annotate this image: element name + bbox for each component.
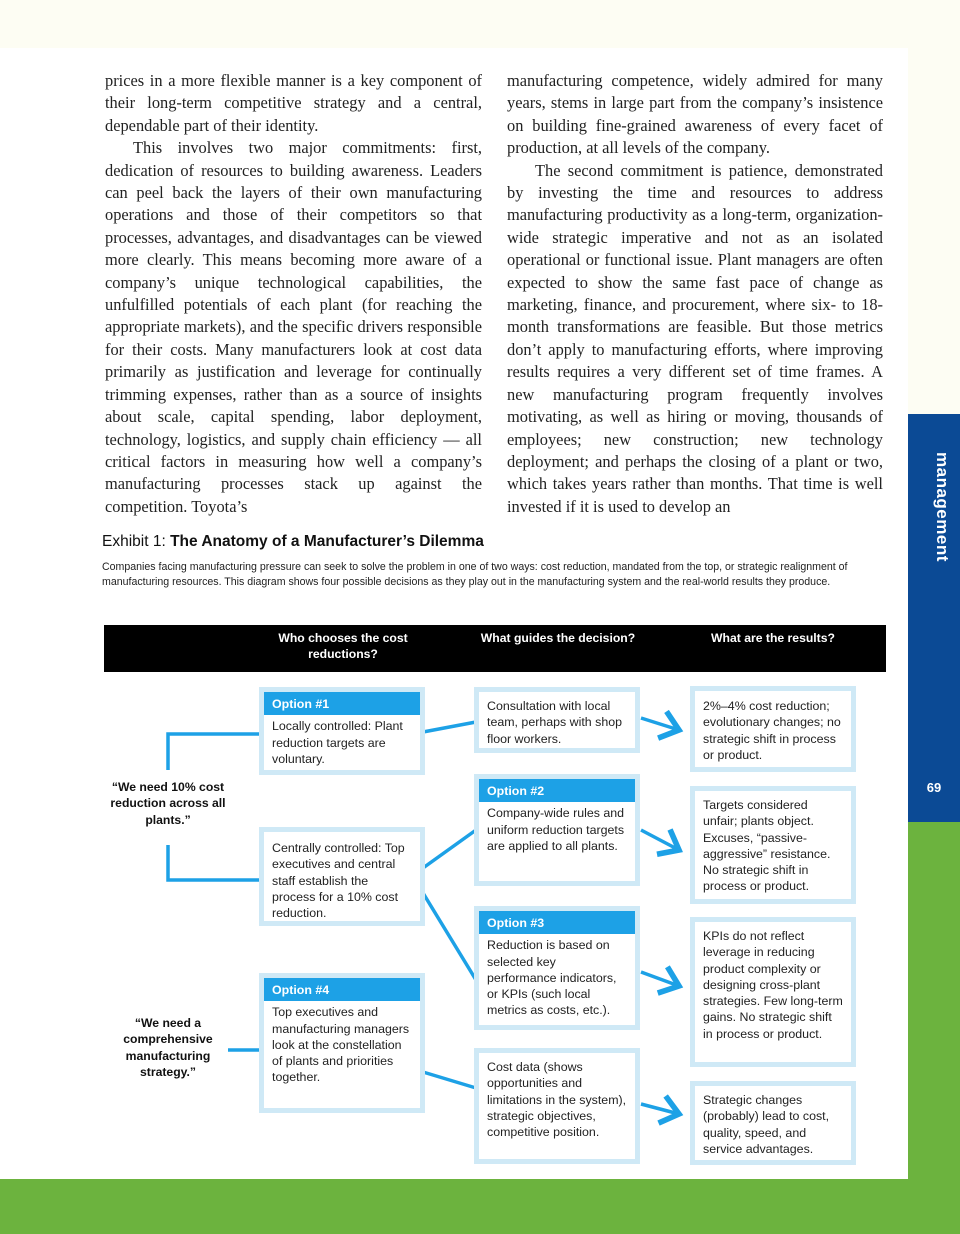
arrow-r4 <box>641 1104 679 1114</box>
arrow-r2 <box>641 830 679 850</box>
option-3-label: Option #3 <box>479 911 635 934</box>
option-2-box <box>474 774 640 886</box>
consultation-box <box>474 687 640 753</box>
option-3-box <box>474 906 640 1030</box>
result-4-box <box>690 1081 856 1165</box>
header-results: What are the results? <box>711 631 835 645</box>
header-who: Who chooses the cost reductions? <box>278 631 408 661</box>
option-4-box <box>259 973 425 1113</box>
central-control-box <box>259 827 425 926</box>
result-4-text: Strategic changes (probably) lead to cost, quality, speed, and service advantages. <box>703 1093 830 1156</box>
cost-data-text: Cost data (shows opportunities and limitations in the system), strategic objectives, competitive position. <box>487 1060 627 1140</box>
opt1-to-consult <box>423 722 476 732</box>
result-1-text: 2%–4% cost reduction; evolutionary changes; no strategic shift in process or product. <box>703 699 841 762</box>
paragraph: The second commitment is patience, demonstrated by investing the time and resources to address manufacturing productivity as a long-term, organization-wide strategic imperative and not as an isolated operational or functional issue. Plant managers are often expected to show the same fast pace of change as marketing, finance, and procurement, where six- to 18-month transformations are feasible. But those metrics don’t apply to manufacturing efforts, where improving results requires a very different set of time frames. A new manufacturing program frequently involves motivating, as well as hiring or moving, thousands of employees; new construction; new technology deployment; and perhaps the closing of a plant or two, which takes years rather than months. That time is well invested if it is used to develop an <box>507 160 883 516</box>
section-label: management <box>933 452 952 562</box>
paragraph: This involves two major commitments: first, dedication of resources to building awareness. Leaders can peel back the layers of their own manufacturing operations and those of their competitors so that processes, advantages, and disadvantages can be viewed more clearly. This means becoming more aware of a company’s unique technological capabilities, the unfulfilled potentials of each plant (for reaching the appropriate markets), and the specific drivers responsible for their costs. Many manufacturers look at cost data primarily as justification and leverage for continually trimming expenses, rather than as a source of insights about scale, capital spending, labor deployment, technology, logistics, and supply chain efficiency — all critical factors in measuring how well a company’s manufacturing processes stack up against the competition. Toyota’s <box>105 138 482 516</box>
option-2-label: Option #2 <box>479 779 635 802</box>
result-3-text: KPIs do not reflect leverage in reducing product complexity or designing cross-plant strategies. Few long-term gains. No strategic shift in process or product. <box>703 929 843 1041</box>
exhibit-label: Exhibit 1: <box>102 533 171 550</box>
result-2-box <box>690 786 856 904</box>
option-1-label: Option #1 <box>264 692 420 715</box>
arrow-r1 <box>641 718 679 730</box>
option-1-box <box>259 687 425 775</box>
central-to-opt2 <box>423 830 476 868</box>
consultation-text: Consultation with local team, perhaps with shop floor workers. <box>487 699 622 746</box>
header-guides: What guides the decision? <box>480 631 636 645</box>
result-1-box <box>690 686 856 772</box>
quote-cost-reduction: “We need 10% cost reduction across all plants.” <box>110 780 226 827</box>
arrow-r3 <box>641 972 679 986</box>
option-4-text: Top executives and manufacturing managers look at the constellation of plants and priorities together. <box>272 1005 410 1085</box>
bracket-bottom <box>168 845 260 880</box>
opt4-to-costdata <box>423 1072 476 1088</box>
central-control-text: Centrally controlled: Top executives and central staff establish the process for a 10% cost reduction. <box>272 841 405 921</box>
result-2-text: Targets considered unfair; plants object. Excuses, “passive-aggressive” resistance. No strategic shift in process or product. <box>703 798 831 894</box>
paragraph: prices in a more flexible manner is a key component of their long-term competitive strategy and a central, dependable part of their identity. <box>105 71 482 135</box>
central-to-opt3 <box>423 893 476 980</box>
quote-strategy: “We need a comprehensive manufacturing strategy.” <box>123 1016 213 1079</box>
page-number: 69 <box>926 780 942 795</box>
exhibit-heading: The Anatomy of a Manufacturer’s Dilemma <box>170 533 484 550</box>
result-3-box <box>690 917 856 1067</box>
option-2-text: Company-wide rules and uniform reduction targets are applied to all plants. <box>487 806 625 853</box>
paragraph: manufacturing competence, widely admired for many years, stems in large part from the company’s insistence on building fine-grained awareness of every facet of production, at all levels of the company. <box>507 71 883 158</box>
option-3-text: Reduction is based on selected key performance indicators, or KPIs (such local metrics as costs, etc.). <box>487 938 617 1018</box>
bracket-top <box>168 734 260 770</box>
option-1-text: Locally controlled: Plant reduction targets are voluntary. <box>272 719 403 766</box>
cost-data-box <box>474 1048 640 1164</box>
exhibit-caption: Companies facing manufacturing pressure can seek to solve the problem in one of two ways: cost reduction, mandated from the top, or strategic realignment of manufacturing resources. This diagram shows four possible decisions as they play out in the manufacturing system and the real-world results they produce. <box>102 561 848 588</box>
option-4-label: Option #4 <box>264 978 420 1001</box>
